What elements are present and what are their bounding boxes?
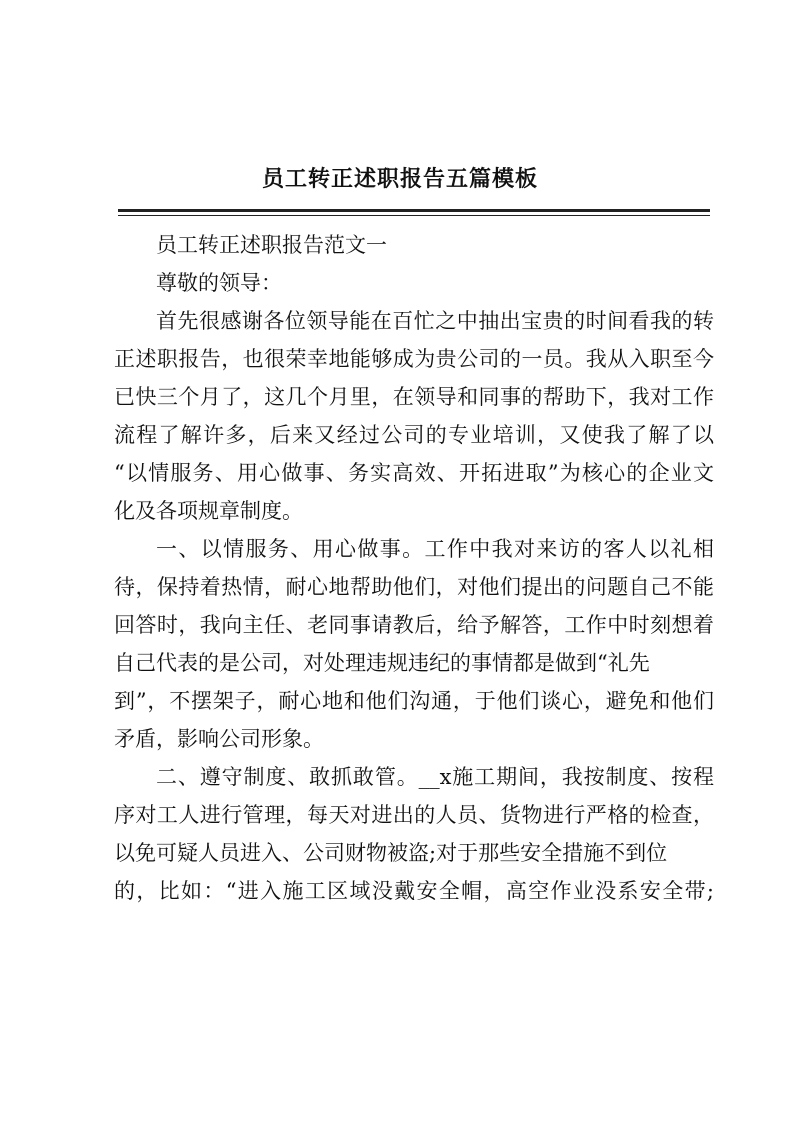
text-line: “以情服务、用心做事、务实高效、开拓进取”为核心的企业文 (114, 461, 714, 485)
text-line: 回答时，我向主任、老同事请教后，给予解答，工作中时刻想着 (114, 613, 714, 637)
text-line: 二、遵守制度、敢抓敢管。__x施工期间，我按制度、按程 (156, 765, 714, 789)
text-line: 一、以情服务、用心做事。工作中我对来访的客人以礼相 (156, 537, 714, 561)
text-line: 矛盾，影响公司形象。 (114, 727, 324, 751)
document-title: 员工转正述职报告五篇模板 (261, 166, 538, 192)
text-line: 首先很感谢各位领导能在百忙之中抽出宝贵的时间看我的转 (156, 309, 714, 333)
text-line: 到”，不摆架子，耐心地和他们沟通，于他们谈心，避免和他们 (114, 689, 714, 713)
text-line: 员工转正述职报告范文一 (156, 233, 387, 257)
text-line: 的，比如：“进入施工区域没戴安全帽，高空作业没系安全带; (114, 879, 714, 903)
text-line: 正述职报告，也很荣幸地能够成为贵公司的一员。我从入职至今 (114, 347, 714, 371)
title-rule-thick (118, 209, 710, 212)
title-rule-thin (118, 215, 710, 216)
text-line: 化及各项规章制度。 (114, 499, 303, 523)
text-line: 以免可疑人员进入、公司财物被盗;对于那些安全措施不到位 (114, 841, 668, 865)
text-line: 已快三个月了，这几个月里，在领导和同事的帮助下，我对工作 (114, 385, 714, 409)
document-body (114, 226, 714, 910)
text-line: 尊敬的领导： (156, 271, 282, 295)
text-line: 自己代表的是公司，对处理违规违纪的事情都是做到“礼先 (114, 651, 650, 675)
text-line: 待，保持着热情，耐心地帮助他们，对他们提出的问题自己不能 (114, 575, 714, 599)
text-line: 流程了解许多，后来又经过公司的专业培训，又使我了解了以 (114, 423, 714, 447)
text-line: 序对工人进行管理，每天对进出的人员、货物进行严格的检查， (114, 803, 714, 827)
